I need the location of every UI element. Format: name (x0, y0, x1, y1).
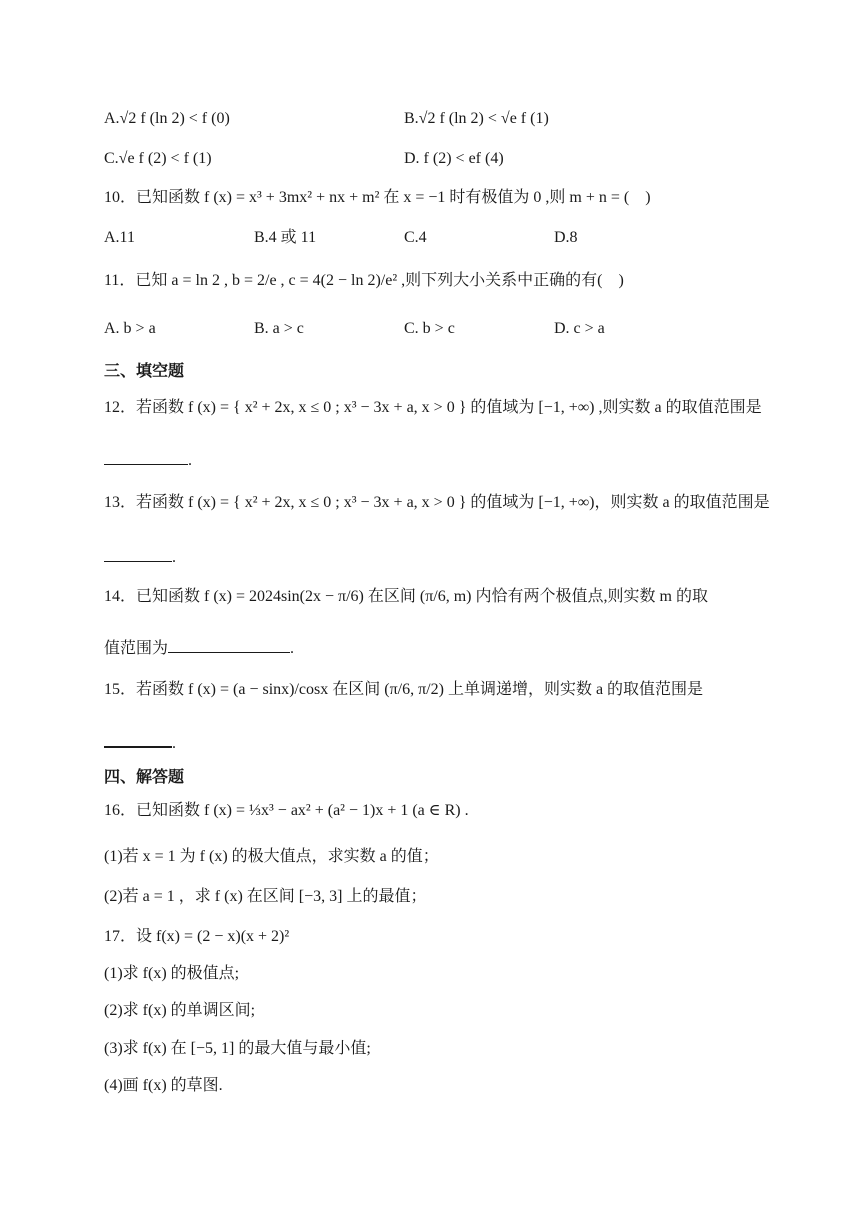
q15-period: . (172, 735, 176, 752)
q12-line1: 12．若函数 f (x) = { x² + 2x, x ≤ 0 ; x³ − 3x + a, x > 0 } 的值域为 [−1, +∞) ,则实数 a 的取值范围是 (104, 399, 762, 416)
section-fill-in-title: 三、填空题 (104, 361, 185, 380)
q14-answer-blank[interactable] (168, 636, 290, 653)
q17-part2: (2)求 f(x) 的单调区间; (104, 1002, 256, 1019)
q10-option-b: B.4 或 11 (254, 229, 317, 246)
q14-period: . (290, 640, 295, 657)
q9-option-a: A.√2 f (ln 2) < f (0) (104, 110, 230, 127)
q10-option-d: D.8 (554, 229, 578, 246)
q14-line1: 14．已知函数 f (x) = 2024sin(2x − π/6) 在区间 (π/6, m) 内恰有两个极值点,则实数 m 的取 (104, 588, 708, 605)
q17-part4: (4)画 f(x) 的草图. (104, 1077, 223, 1094)
q13-line1: 13．若函数 f (x) = { x² + 2x, x ≤ 0 ; x³ − 3x + a, x > 0 } 的值域为 [−1, +∞)，则实数 a 的取值范围是 (104, 494, 770, 511)
q13-period: . (172, 549, 176, 566)
q12-answer-blank[interactable] (104, 448, 188, 465)
q17-part1: (1)求 f(x) 的极值点; (104, 965, 240, 982)
q14-line2-text: 值范围为 (104, 640, 169, 657)
q15-answer-blank[interactable] (104, 730, 172, 748)
q15-answer-line (104, 730, 176, 755)
q10-option-c: C.4 (404, 229, 427, 246)
q16-stem: 16．已知函数 f (x) = ⅓x³ − ax² + (a² − 1)x + 1 (a ∈ R) . (104, 802, 469, 819)
q13-answer-line (104, 545, 176, 569)
q9-option-c: C.√e f (2) < f (1) (104, 150, 212, 167)
q11-option-a: A. b > a (104, 320, 156, 337)
q10-stem: 10．已知函数 f (x) = x³ + 3mx² + nx + m² 在 x = −1 时有极值为 0 ,则 m + n = ( ) (104, 189, 651, 206)
q11-option-d: D. c > a (554, 320, 605, 337)
q11-option-b: B. a > c (254, 320, 304, 337)
q9-option-d: D. f (2) < ef (4) (404, 150, 504, 167)
q17-stem: 17．设 f(x) = (2 − x)(x + 2)² (104, 928, 290, 945)
section-answer-title: 四、解答题 (104, 767, 185, 786)
q17-part3: (3)求 f(x) 在 [−5, 1] 的最大值与最小值; (104, 1040, 371, 1057)
q14-answer-line (104, 636, 294, 660)
q12-period: . (188, 452, 192, 469)
q13-answer-blank[interactable] (104, 545, 172, 562)
q10-option-a: A.11 (104, 229, 135, 246)
q12-answer-line (104, 448, 192, 472)
q16-part1: (1)若 x = 1 为 f (x) 的极大值点，求实数 a 的值； (104, 848, 439, 865)
q11-option-c: C. b > c (404, 320, 455, 337)
q11-stem: 11．已知 a = ln 2 , b = 2/e , c = 4(2 − ln 2)/e² ,则下列大小关系中正确的有( ) (104, 272, 624, 289)
q16-part2: (2)若 a = 1 ，求 f (x) 在区间 [−3, 3] 上的最值； (104, 888, 427, 905)
q15-line1: 15．若函数 f (x) = (a − sinx)/cosx 在区间 (π/6, π/2) 上单调递增，则实数 a 的取值范围是 (104, 681, 704, 698)
q9-option-b: B.√2 f (ln 2) < √e f (1) (404, 110, 549, 127)
